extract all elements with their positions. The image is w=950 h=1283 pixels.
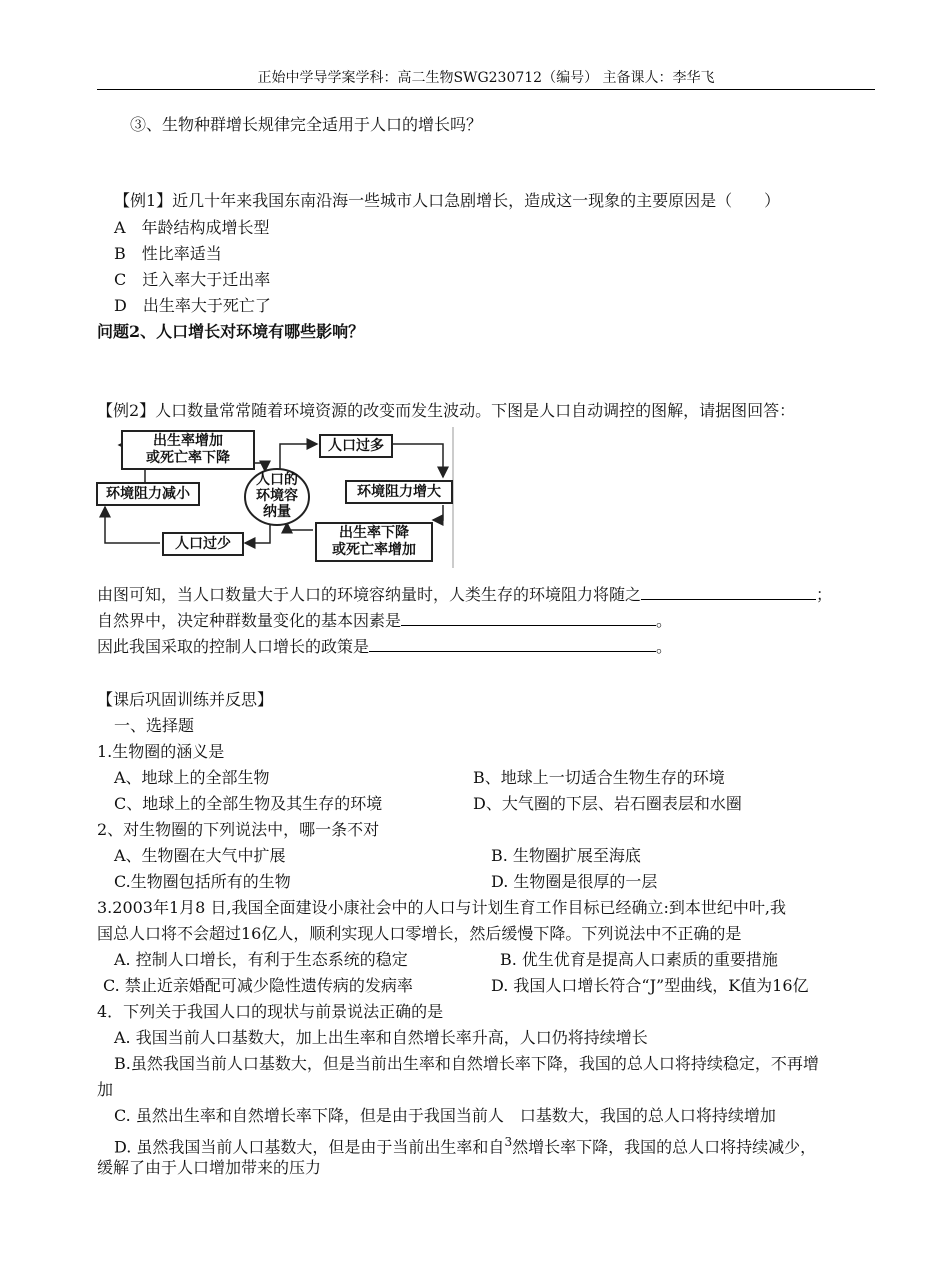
q4-option-b-line-1: B.虽然我国当前人口基数大，但是当前出生率和自然增长率下降，我国的总人口将持续稳定，不再增 [114, 1054, 819, 1073]
q3-line-2: 国总人口将不会超过16亿人，顺利实现人口零增长，然后缓慢下降。下列说法中不正确的是 [97, 924, 742, 943]
answer-blank-2[interactable] [401, 611, 656, 626]
q3-option-b: B. 优生优育是提高人口素质的重要措施 [500, 950, 778, 969]
box-underpopulation: 人口过少 [162, 532, 244, 556]
fill-blank-1-prefix: 由图可知，当人口数量大于人口的环境容纳量时，人类生存的环境阻力将随之 [97, 585, 642, 604]
after-class-title: 【课后巩固训练并反思】 [97, 690, 274, 709]
q4-stem: 4．下列关于我国人口的现状与前景说法正确的是 [97, 1002, 444, 1021]
example-1-option-c: C 迁入率大于迁出率 [114, 270, 271, 289]
q1-stem: 1.生物圈的涵义是 [97, 742, 225, 761]
fill-blank-1 [97, 585, 832, 605]
q2-option-c: C.生物圈包括所有的生物 [114, 872, 291, 891]
q3-option-c: C. 禁止近亲婚配可减少隐性遗传病的发病率 [103, 976, 413, 995]
q2-option-a: A、生物圈在大气中扩展 [114, 846, 286, 865]
example-1-option-d: D 出生率大于死亡了 [114, 296, 271, 315]
fill-blank-3 [97, 637, 672, 657]
fill-blank-3-suffix: 。 [656, 637, 673, 656]
fill-blank-3-prefix: 因此我国采取的控制人口增长的政策是 [97, 637, 370, 656]
answer-blank-3[interactable] [369, 637, 656, 652]
q4-option-d-text-a: D. 虽然我国当前人口基数大，但是由于当前出生率和自 [114, 1137, 505, 1157]
q2-option-d: D. 生物圈是很厚的一层 [491, 872, 658, 891]
example-1-option-b: B 性比率适当 [114, 244, 222, 263]
q1-option-c: C、地球上的全部生物及其生存的环境 [114, 794, 383, 813]
q4-option-d-text-b: 然增长率下降，我国的总人口将持续减少， [512, 1137, 817, 1157]
q1-option-a: A、地球上的全部生物 [114, 768, 270, 787]
box-overpopulation: 人口过多 [319, 434, 393, 458]
fill-blank-2-prefix: 自然界中，决定种群数量变化的基本因素是 [97, 611, 402, 630]
q2-option-b: B. 生物圈扩展至海底 [491, 846, 641, 865]
box-birth-decrease: 出生率下降 或死亡率增加 [315, 522, 433, 562]
box-resistance-increase: 环境阻力增大 [345, 480, 453, 504]
example-1-stem: 【例1】近几十年来我国东南沿海一些城市人口急剧增长，造成这一现象的主要原因是（ ） [114, 191, 781, 210]
example-1-option-a: A 年龄结构成增长型 [114, 218, 270, 237]
question-3: ③、生物种群增长规律完全适用于人口的增长吗？ [130, 115, 483, 134]
q3-option-a: A. 控制人口增长，有利于生态系统的稳定 [114, 950, 408, 969]
fill-blank-2-suffix: 。 [656, 611, 673, 630]
box-birth-increase: 出生率增加 或死亡率下降 [121, 430, 255, 470]
header-rule [97, 89, 875, 90]
q1-option-b: B、地球上一切适合生物生存的环境 [473, 768, 725, 787]
q3-line-1: 3.2003年1月8 日,我国全面建设小康社会中的人口与计划生育工作目标已经确立:到本世纪中叶,我 [97, 898, 786, 917]
q4-option-a: A. 我国当前人口基数大，加上出生率和自然增长率升高，人口仍将持续增长 [114, 1028, 648, 1047]
q1-option-d: D、大气圈的下层、岩石圈表层和水圈 [473, 794, 742, 813]
page-header: 正始中学导学案学科：高二生物SWG230712（编号） 主备课人：李华飞 [257, 70, 715, 86]
box-resistance-decrease: 环境阻力减小 [96, 482, 200, 506]
q4-option-b-line-2: 加 [97, 1080, 114, 1099]
q4-option-c: C. 虽然出生率和自然增长率下降，但是由于我国当前人 口基数大，我国的总人口将持续增加 [114, 1106, 776, 1125]
circle-carrying-capacity: 人口的 环境容 纳量 [256, 472, 298, 520]
example-2-stem: 【例2】人口数量常常随着环境资源的改变而发生波动。下图是人口自动调控的图解，请据图回答： [97, 401, 796, 420]
section-choice: 一、选择题 [114, 716, 195, 735]
q2-stem: 2、对生物圈的下列说法中，哪一条不对 [97, 820, 380, 839]
q4-option-d-line-1 [114, 1132, 816, 1157]
fill-blank-1-suffix: ； [816, 585, 833, 604]
q3-option-d: D. 我国人口增长符合“J”型曲线，K值为16亿 [491, 976, 809, 995]
question-2-heading: 问题2、人口增长对环境有哪些影响？ [97, 322, 365, 341]
fill-blank-2 [97, 611, 672, 631]
answer-blank-1[interactable] [641, 585, 816, 600]
page-number: 3 [504, 1135, 513, 1149]
population-regulation-diagram [95, 425, 460, 570]
q4-option-d-line-2: 缓解了由于人口增加带来的压力 [97, 1158, 322, 1177]
